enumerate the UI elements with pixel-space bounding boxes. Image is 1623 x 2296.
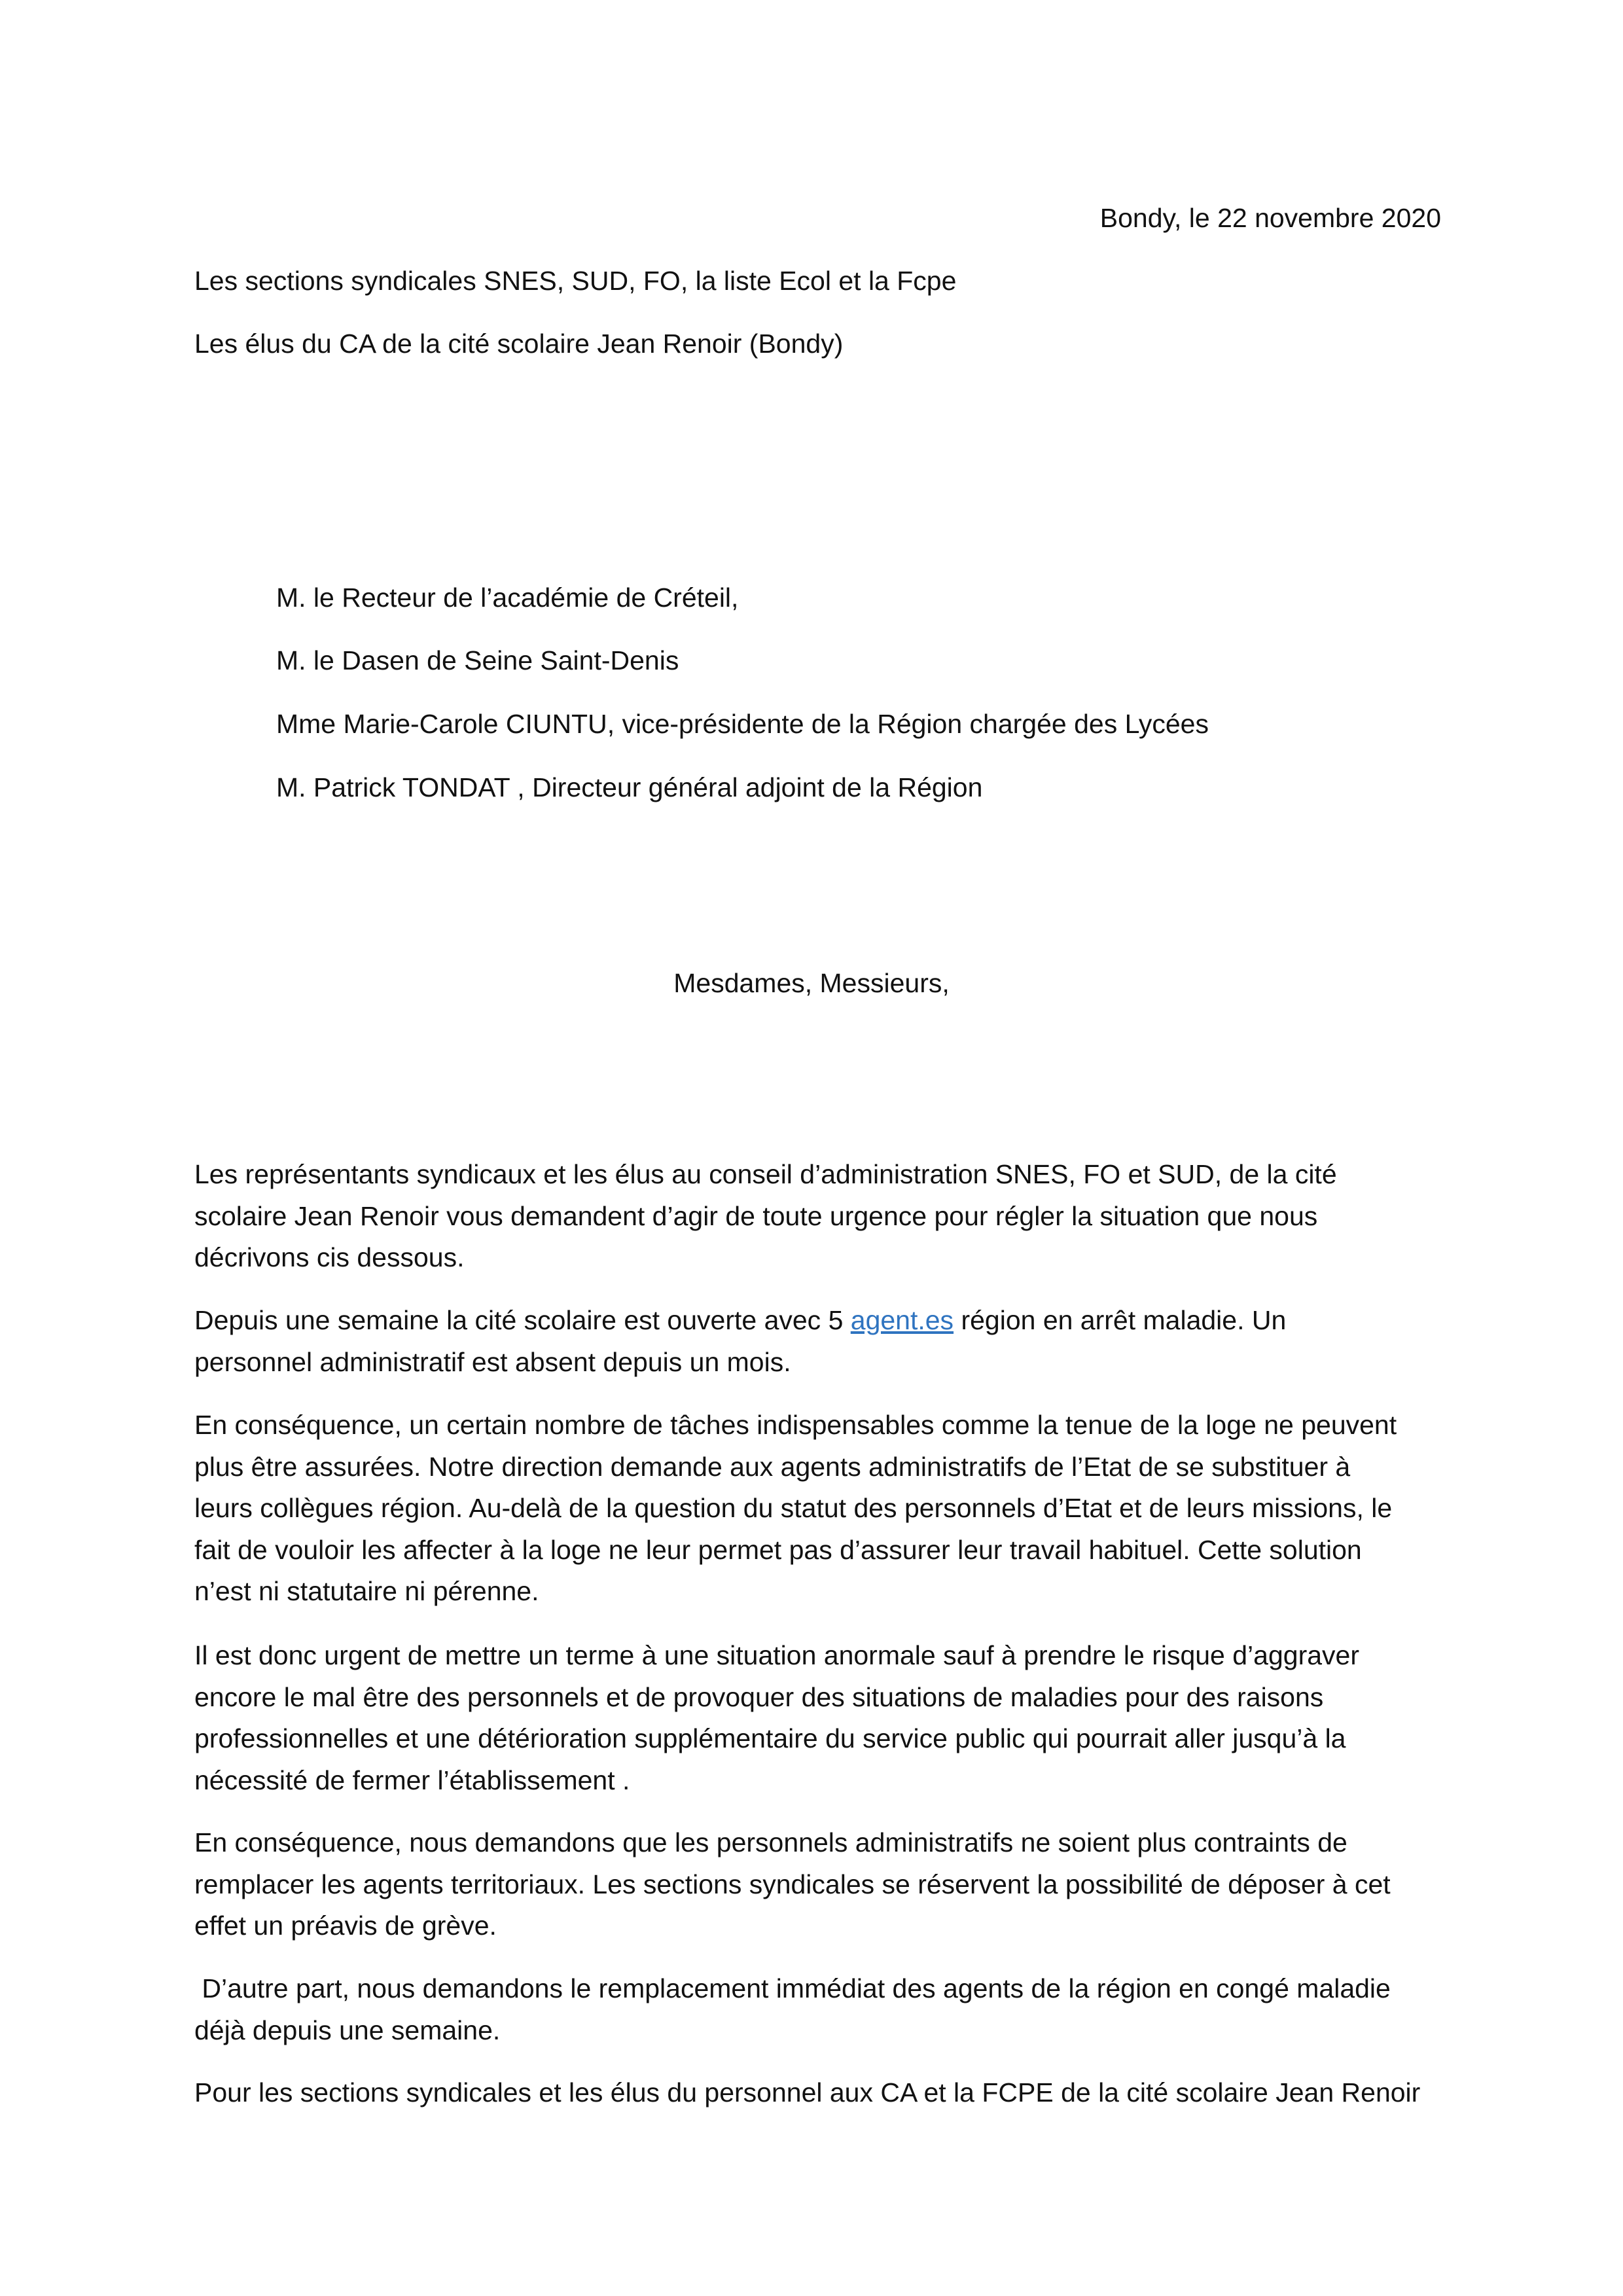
body-paragraph bbox=[194, 1635, 1441, 1801]
paragraph-line: En conséquence, nous demandons que les personnels administratifs ne soient plus contraints de bbox=[194, 1827, 1347, 1857]
sender-line: Les sections syndicales SNES, SUD, FO, la liste Ecol et la Fcpe bbox=[194, 266, 957, 296]
paragraph-line: remplacer les agents territoriaux. Les sections syndicales se réservent la possibilité de déposer à cet bbox=[194, 1869, 1391, 1899]
paragraph-line: personnel administratif est absent depuis un mois. bbox=[194, 1346, 791, 1377]
paragraph-line: D’autre part, nous demandons le remplacement immédiat des agents de la région en congé maladie bbox=[194, 1973, 1391, 2003]
paragraph-line: leurs collègues région. Au-delà de la question du statut des personnels d’Etat et de leurs missions, le bbox=[194, 1493, 1393, 1523]
paragraph-line: professionnelles et une détérioration supplémentaire du service public qui pourrait aller jusqu’à la bbox=[194, 1723, 1346, 1753]
recipient-line: M. le Dasen de Seine Saint-Denis bbox=[276, 645, 679, 675]
body-paragraph bbox=[194, 1154, 1441, 1279]
paragraph-line: décrivons cis dessous. bbox=[194, 1242, 465, 1272]
paragraph-line: n’est ni statutaire ni pérenne. bbox=[194, 1576, 539, 1606]
body-paragraph bbox=[194, 1300, 1441, 1383]
paragraph-line: Les représentants syndicaux et les élus au conseil d’administration SNES, FO et SUD, de la cité bbox=[194, 1159, 1337, 1189]
letter-date: Bondy, le 22 novembre 2020 bbox=[1099, 203, 1441, 233]
paragraph-line bbox=[194, 1300, 1441, 1342]
paragraph-line: nécessité de fermer l’établissement . bbox=[194, 1765, 630, 1795]
recipient-line: Mme Marie-Carole CIUNTU, vice-présidente de la Région chargée des Lycées bbox=[276, 709, 1209, 739]
paragraph-line: fait de vouloir les affecter à la loge ne leur permet pas d’assurer leur travail habituel. Cette solution bbox=[194, 1534, 1362, 1565]
salutation: Mesdames, Messieurs, bbox=[673, 968, 950, 998]
recipient-line: M. Patrick TONDAT , Directeur général adjoint de la Région bbox=[276, 772, 983, 802]
paragraph-line: scolaire Jean Renoir vous demandent d’agir de toute urgence pour régler la situation que nous bbox=[194, 1200, 1318, 1231]
paragraph-text: Depuis une semaine la cité scolaire est ouverte avec 5 bbox=[194, 1305, 851, 1335]
body-paragraph bbox=[194, 1822, 1441, 1947]
recipient-line: M. le Recteur de l’académie de Créteil, bbox=[276, 583, 739, 613]
body-paragraph bbox=[194, 1405, 1441, 1613]
paragraph-line: Pour les sections syndicales et les élus du personnel aux CA et la FCPE de la cité scolaire Jean Renoir bbox=[194, 2077, 1421, 2108]
paragraph-line: encore le mal être des personnels et de provoquer des situations de maladies pour des raisons bbox=[194, 1681, 1324, 1712]
paragraph-line: plus être assurées. Notre direction demande aux agents administratifs de l’Etat de se substituer à bbox=[194, 1451, 1351, 1482]
paragraph-line: déjà depuis une semaine. bbox=[194, 2015, 501, 2045]
paragraph-text: région en arrêt maladie. Un bbox=[954, 1305, 1287, 1335]
paragraph-line: En conséquence, un certain nombre de tâches indispensables comme la tenue de la loge ne peuvent bbox=[194, 1410, 1397, 1440]
sender-line: Les élus du CA de la cité scolaire Jean Renoir (Bondy) bbox=[194, 329, 844, 359]
body-paragraph bbox=[194, 1968, 1441, 2051]
paragraph-line: effet un préavis de grève. bbox=[194, 1910, 497, 1941]
body-paragraph bbox=[194, 2072, 1441, 2114]
paragraph-line: Il est donc urgent de mettre un terme à une situation anormale sauf à prendre le risque d’aggraver bbox=[194, 1640, 1359, 1670]
agent-es-link[interactable]: agent.es bbox=[850, 1305, 954, 1335]
